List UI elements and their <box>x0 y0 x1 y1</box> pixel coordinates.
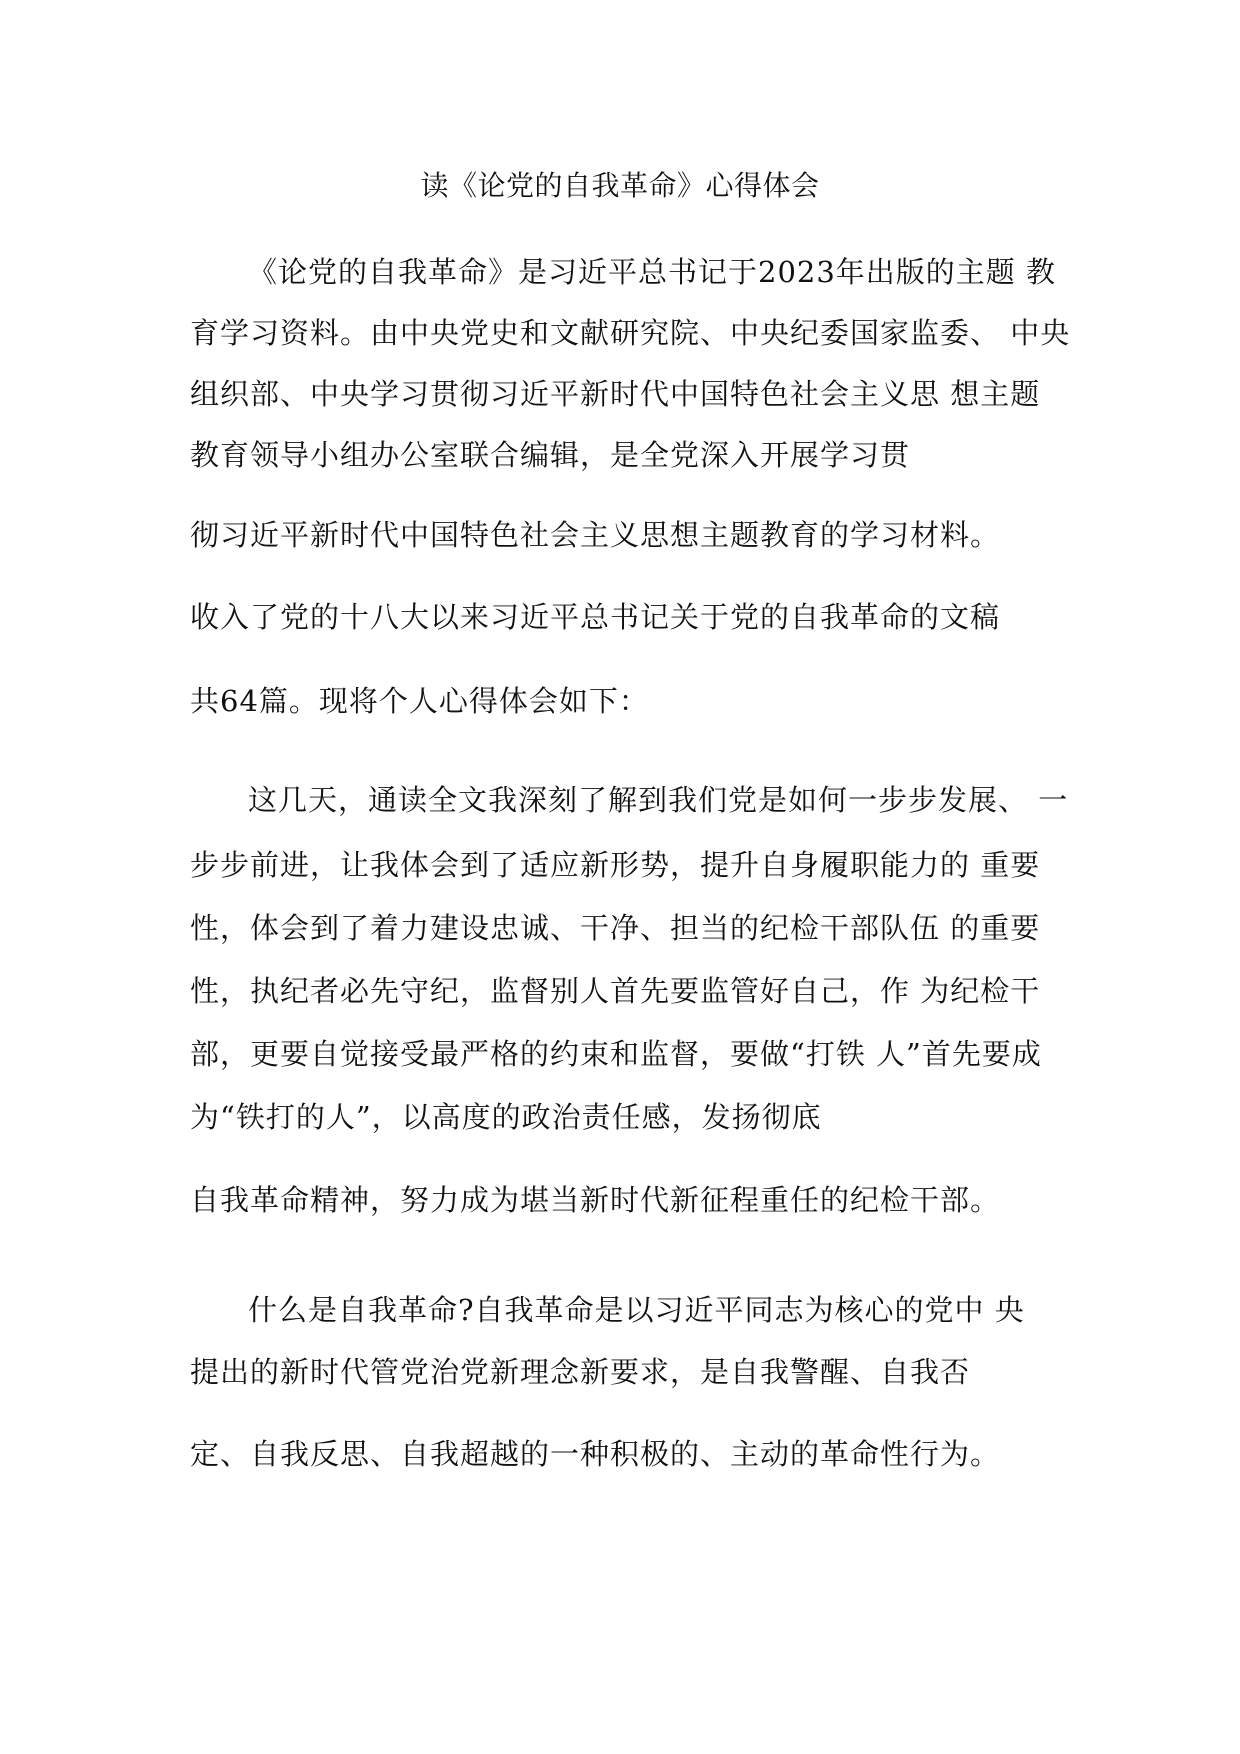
paragraph-2-line-5: 部，更要自觉接受最严格的约束和监督，要做“打铁 人”首先要成 <box>190 1037 1042 1071</box>
paragraph-2-line-4: 性，执纪者必先守纪，监督别人首先要监管好自己，作 为纪检干 <box>190 974 1041 1008</box>
paragraph-2-line-1: 这几天，通读全文我深刻了解到我们党是如何一步步发展、 一 <box>248 783 1069 817</box>
document-title: 读《论党的自我革命》心得体会 <box>420 169 820 202</box>
paragraph-2-line-3: 性，体会到了着力建设忠诚、干净、担当的纪检干部队伍 的重要 <box>190 911 1041 945</box>
paragraph-3-line-1: 什么是自我革命?自我革命是以习近平同志为核心的党中 央 <box>248 1293 1025 1327</box>
paragraph-2-line-2: 步步前进，让我体会到了适应新形势，提升自身履职能力的 重要 <box>190 848 1041 882</box>
paragraph-1-line-6: 收入了党的十八大以来习近平总书记关于党的自我革命的文稿 <box>190 600 1001 634</box>
paragraph-1-line-3: 组织部、中央学习贯彻习近平新时代中国特色社会主义思 想主题 <box>190 377 1041 411</box>
paragraph-2-line-7: 自我革命精神，努力成为堪当新时代新征程重任的纪检干部。 <box>190 1183 1001 1217</box>
paragraph-2-line-6: 为“铁打的人”，以高度的政治责任感，发扬彻底 <box>190 1100 822 1134</box>
paragraph-3-line-2: 提出的新时代管党治党新理念新要求，是自我警醒、自我否 <box>190 1355 971 1389</box>
paragraph-3-line-3: 定、自我反思、自我超越的一种积极的、主动的革命性行为。 <box>190 1437 1001 1471</box>
paragraph-1-line-1: 《论党的自我革命》是习近平总书记于2023年出版的主题 教 <box>248 255 1057 289</box>
paragraph-1-line-4: 教育领导小组办公室联合编辑，是全党深入开展学习贯 <box>190 438 911 472</box>
paragraph-1-line-5: 彻习近平新时代中国特色社会主义思想主题教育的学习材料。 <box>190 518 1001 552</box>
paragraph-1-line-7: 共64篇。现将个人心得体会如下： <box>190 684 649 718</box>
paragraph-1-line-2: 育学习资料。由中央党史和文献研究院、中央纪委国家监委、 中央 <box>190 316 1071 350</box>
